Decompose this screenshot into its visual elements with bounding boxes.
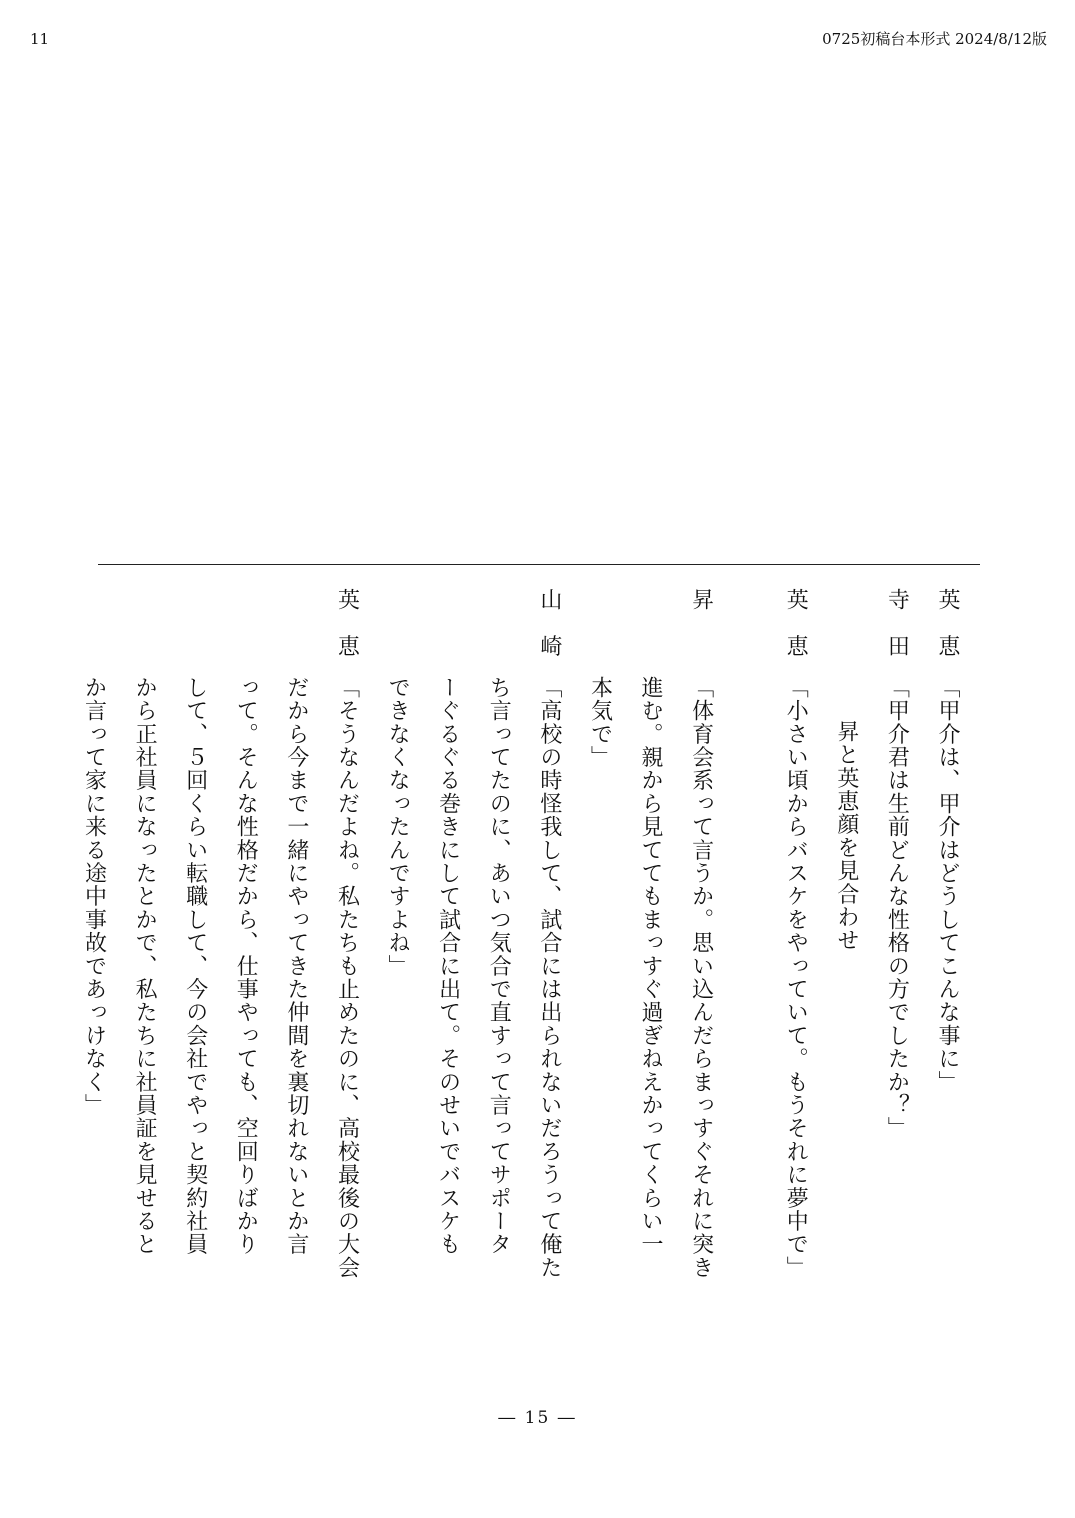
dialogue-continuation: ーぐるぐる巻きにして試合に出て。そのせいでバスケも [435,676,461,1256]
speaker-name: 英 恵 [935,588,960,658]
divider-line [98,564,980,565]
script-line [921,588,972,1388]
page-number: ― 15 ― [498,1408,577,1428]
script-line [169,588,220,1388]
dialogue-text: 「高校の時怪我して、試合には出られないだろうって俺た [536,676,562,1280]
stage-direction: 昇と英恵顔を見合わせ [833,720,859,952]
script-line [675,588,770,1388]
script-line [321,588,372,1388]
script-body [81,588,972,1388]
header-version: 0725初稿台本形式 2024/8/12版 [822,30,1047,48]
script-line [371,588,422,1388]
script-line [820,588,871,1388]
dialogue-continuation: 本気で」 [587,676,613,769]
dialogue-continuation: できなくなったんですよね」 [385,676,411,978]
script-line [523,588,574,1388]
dialogue-text: 「体育会系って言うか。思い込んだらまっすぐそれに突き [688,676,714,1280]
dialogue-continuation: して、５回くらい転職して、今の会社でやっと契約社員 [182,676,208,1256]
dialogue-continuation: だから今まで一緒にやってきた仲間を裏切れないとか言 [283,676,309,1256]
script-line [68,588,119,1388]
speaker-name: 昇 [688,588,714,612]
script-line [473,588,524,1388]
dialogue-continuation: から正社員になったとかで、私たちに社員証を見せると [132,676,158,1256]
speaker-name: 英 恵 [334,588,360,658]
speaker-name: 山 崎 [536,588,562,658]
script-line [770,588,821,1388]
script-line [119,588,170,1388]
dialogue-continuation: 進む。親から見ててもまっすぐ過ぎねえかってくらい一 [638,676,664,1256]
dialogue-text: 「甲介は、甲介はどうしてこんな事に」 [935,676,960,1094]
speaker-name: 英 恵 [783,588,809,658]
dialogue-text: 「甲介君は生前どんな性格の方でしたか？」 [884,676,910,1140]
script-line [624,588,675,1388]
script-line [871,588,922,1388]
script-line [574,588,625,1388]
script-line [422,588,473,1388]
script-line [270,588,321,1388]
dialogue-text: 「小さい頃からバスケをやっていて。もうそれに夢中で」 [783,676,809,1280]
dialogue-continuation: ち言ってたのに、あいつ気合で直すって言ってサポータ [486,676,512,1256]
dialogue-continuation: か言って家に来る途中事故であっけなく」 [81,676,107,1117]
dialogue-text: 「そうなんだよね。私たちも止めたのに、高校最後の大会 [334,676,360,1280]
speaker-name: 寺 田 [884,588,910,658]
script-line [220,588,271,1388]
header-page-index: 11 [30,30,50,48]
dialogue-continuation: って。そんな性格だから、仕事やっても、空回りばかり [233,676,259,1256]
